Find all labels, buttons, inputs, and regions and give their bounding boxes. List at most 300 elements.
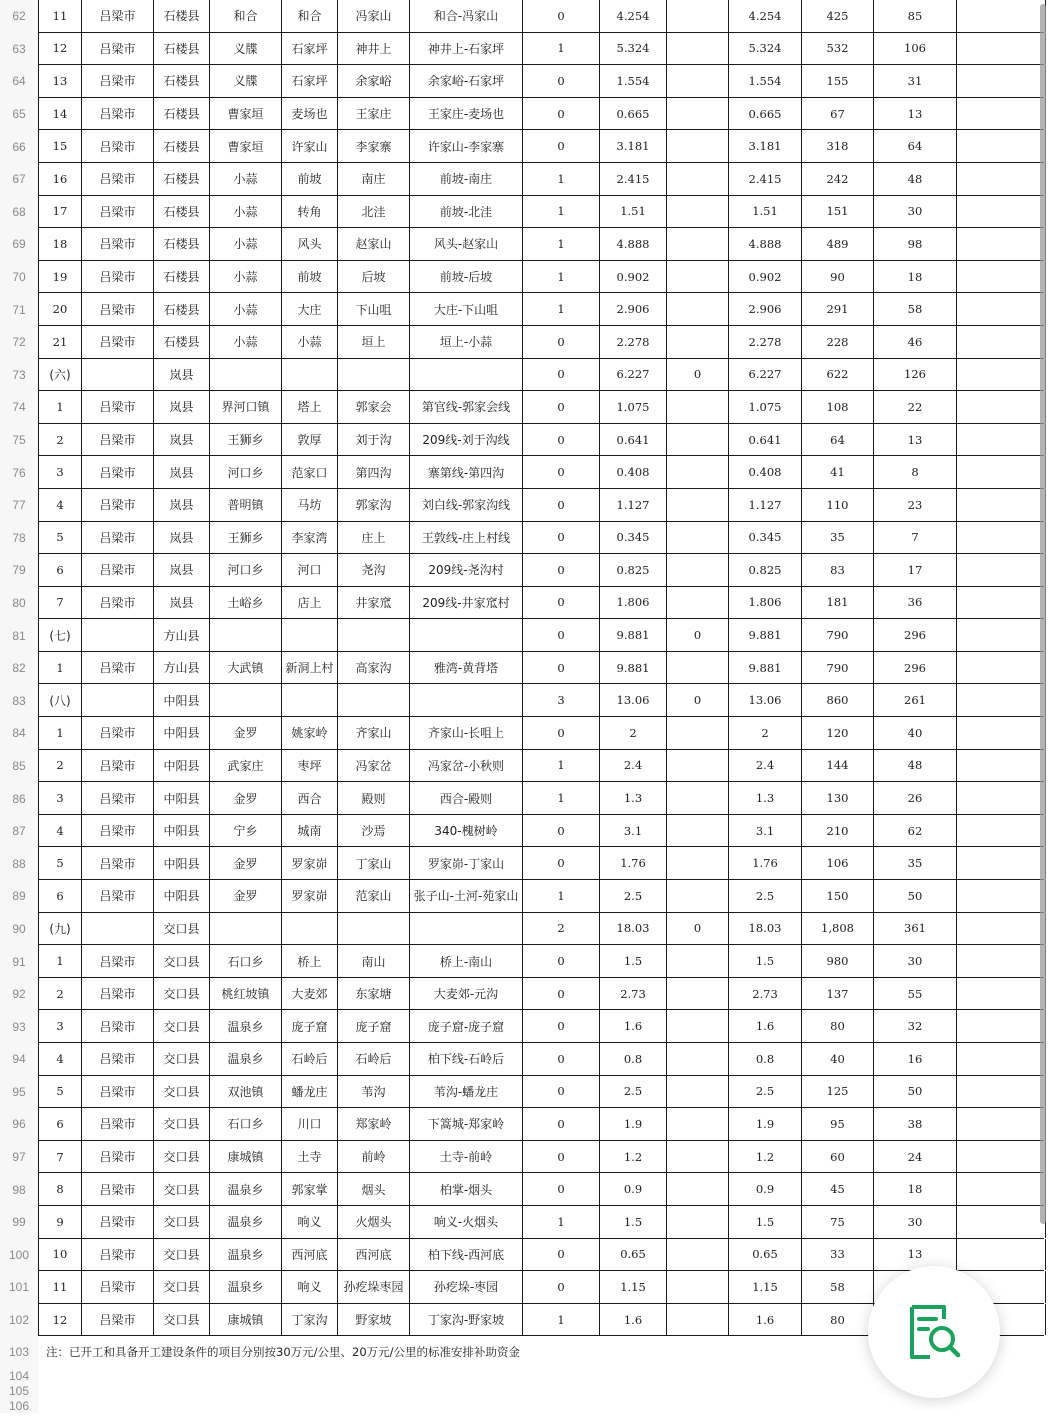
length-cell[interactable]: 0.902 (600, 261, 667, 293)
route-cell[interactable]: 寨第线-第四沟 (410, 456, 523, 488)
extra-cell[interactable] (957, 228, 1046, 260)
extra-cell[interactable] (957, 750, 1046, 782)
status-cell[interactable]: 1 (523, 33, 600, 65)
city-cell[interactable]: 吕梁市 (82, 1271, 154, 1303)
village-cell[interactable]: 马坊 (282, 489, 338, 521)
city-cell[interactable]: 吕梁市 (82, 489, 154, 521)
route-cell[interactable]: 神井上-石家坪 (410, 33, 523, 65)
length2-cell[interactable]: 0.641 (729, 424, 802, 456)
amount-cell[interactable]: 41 (802, 456, 874, 488)
extra-cell[interactable] (957, 359, 1046, 391)
subsidy-cell[interactable]: 13 (874, 98, 957, 130)
city-cell[interactable]: 吕梁市 (82, 293, 154, 325)
extra-cell[interactable] (957, 880, 1046, 912)
length-cell[interactable]: 5.324 (600, 33, 667, 65)
city-cell[interactable]: 吕梁市 (82, 0, 154, 32)
amount-cell[interactable]: 80 (802, 1304, 874, 1336)
route-cell[interactable]: 前坡-后坡 (410, 261, 523, 293)
table-row[interactable] (0, 163, 1056, 196)
county-cell[interactable]: 交口县 (154, 913, 210, 945)
subsidy-cell[interactable]: 16 (874, 1043, 957, 1075)
extra-cell[interactable] (957, 456, 1046, 488)
subsidy-cell[interactable]: 36 (874, 587, 957, 619)
village2-cell[interactable]: 西河底 (338, 1239, 410, 1271)
seq-cell[interactable]: 18 (38, 228, 82, 260)
amount-cell[interactable]: 58 (802, 1271, 874, 1303)
amount-cell[interactable]: 790 (802, 652, 874, 684)
village2-cell[interactable]: 石岭后 (338, 1043, 410, 1075)
seq-cell[interactable]: 4 (38, 1043, 82, 1075)
length-cell[interactable]: 0.641 (600, 424, 667, 456)
status-cell[interactable]: 1 (523, 750, 600, 782)
village2-cell[interactable]: 冯家岔 (338, 750, 410, 782)
village-cell[interactable]: 前坡 (282, 261, 338, 293)
subsidy-cell[interactable]: 26 (874, 782, 957, 814)
status-cell[interactable]: 0 (523, 847, 600, 879)
village-cell[interactable]: 许家山 (282, 130, 338, 162)
village2-cell[interactable]: 庞子窟 (338, 1010, 410, 1042)
route-cell[interactable]: 柏下线-石岭后 (410, 1043, 523, 1075)
extra-cell[interactable] (957, 978, 1046, 1010)
extra-cell[interactable] (957, 782, 1046, 814)
county-cell[interactable]: 方山县 (154, 652, 210, 684)
table-row[interactable] (0, 1206, 1056, 1239)
route-cell[interactable]: 余家峪-石家坪 (410, 65, 523, 97)
amount-cell[interactable]: 425 (802, 0, 874, 32)
county-cell[interactable]: 交口县 (154, 945, 210, 977)
status-cell[interactable]: 0 (523, 65, 600, 97)
blank-cell[interactable]: 0 (667, 619, 729, 651)
city-cell[interactable]: 吕梁市 (82, 652, 154, 684)
length-cell[interactable]: 1.15 (600, 1271, 667, 1303)
county-cell[interactable]: 石楼县 (154, 326, 210, 358)
amount-cell[interactable]: 125 (802, 1076, 874, 1108)
county-cell[interactable]: 石楼县 (154, 0, 210, 32)
route-cell[interactable] (410, 619, 523, 651)
village2-cell[interactable]: 郑家岭 (338, 1108, 410, 1140)
county-cell[interactable]: 交口县 (154, 1206, 210, 1238)
seq-cell[interactable]: 6 (38, 880, 82, 912)
length2-cell[interactable]: 0.902 (729, 261, 802, 293)
amount-cell[interactable]: 1,808 (802, 913, 874, 945)
village2-cell[interactable]: 范家山 (338, 880, 410, 912)
amount-cell[interactable]: 80 (802, 1010, 874, 1042)
route-cell[interactable]: 丁家沟-野家坡 (410, 1304, 523, 1336)
seq-cell[interactable]: 21 (38, 326, 82, 358)
city-cell[interactable]: 吕梁市 (82, 1173, 154, 1205)
amount-cell[interactable]: 242 (802, 163, 874, 195)
village2-cell[interactable]: 丁家山 (338, 847, 410, 879)
table-row[interactable] (0, 815, 1056, 848)
length2-cell[interactable]: 2.4 (729, 750, 802, 782)
subsidy-cell[interactable]: 48 (874, 750, 957, 782)
route-cell[interactable] (410, 913, 523, 945)
length-cell[interactable]: 0.408 (600, 456, 667, 488)
status-cell[interactable]: 0 (523, 1076, 600, 1108)
length-cell[interactable]: 3.181 (600, 130, 667, 162)
extra-cell[interactable] (957, 1043, 1046, 1075)
amount-cell[interactable]: 130 (802, 782, 874, 814)
town-cell[interactable]: 义牒 (210, 65, 282, 97)
village2-cell[interactable]: 齐家山 (338, 717, 410, 749)
route-cell[interactable]: 庞子窟-庞子窟 (410, 1010, 523, 1042)
table-row[interactable] (0, 196, 1056, 229)
amount-cell[interactable]: 144 (802, 750, 874, 782)
village2-cell[interactable]: 火烟头 (338, 1206, 410, 1238)
village-cell[interactable]: 城南 (282, 815, 338, 847)
town-cell[interactable]: 普明镇 (210, 489, 282, 521)
length-cell[interactable]: 1.5 (600, 1206, 667, 1238)
blank-cell[interactable] (667, 326, 729, 358)
city-cell[interactable] (82, 684, 154, 716)
village-cell[interactable]: 敦厚 (282, 424, 338, 456)
length-cell[interactable]: 1.127 (600, 489, 667, 521)
status-cell[interactable]: 0 (523, 554, 600, 586)
table-row[interactable] (0, 98, 1056, 131)
table-row[interactable] (0, 391, 1056, 424)
length-cell[interactable]: 2 (600, 717, 667, 749)
extra-cell[interactable] (957, 717, 1046, 749)
amount-cell[interactable]: 64 (802, 424, 874, 456)
blank-cell[interactable] (667, 1173, 729, 1205)
village2-cell[interactable] (338, 619, 410, 651)
amount-cell[interactable]: 155 (802, 65, 874, 97)
town-cell[interactable]: 曹家垣 (210, 130, 282, 162)
length2-cell[interactable]: 5.324 (729, 33, 802, 65)
town-cell[interactable] (210, 619, 282, 651)
table-row[interactable] (0, 489, 1056, 522)
town-cell[interactable]: 小蒜 (210, 293, 282, 325)
amount-cell[interactable]: 35 (802, 522, 874, 554)
subsidy-cell[interactable]: 46 (874, 326, 957, 358)
status-cell[interactable]: 2 (523, 913, 600, 945)
length2-cell[interactable]: 2.415 (729, 163, 802, 195)
length-cell[interactable]: 1.6 (600, 1010, 667, 1042)
length2-cell[interactable]: 2 (729, 717, 802, 749)
town-cell[interactable]: 土峪乡 (210, 587, 282, 619)
extra-cell[interactable] (957, 0, 1046, 32)
county-cell[interactable]: 岚县 (154, 359, 210, 391)
town-cell[interactable]: 金罗 (210, 847, 282, 879)
vertical-scrollbar[interactable] (1040, 4, 1046, 1224)
status-cell[interactable]: 0 (523, 326, 600, 358)
extra-cell[interactable] (957, 1141, 1046, 1173)
blank-cell[interactable] (667, 391, 729, 423)
blank-cell[interactable] (667, 717, 729, 749)
length2-cell[interactable]: 0.408 (729, 456, 802, 488)
blank-cell[interactable] (667, 1271, 729, 1303)
amount-cell[interactable]: 489 (802, 228, 874, 260)
subsidy-cell[interactable]: 13 (874, 424, 957, 456)
city-cell[interactable]: 吕梁市 (82, 782, 154, 814)
route-cell[interactable]: 柏下线-西河底 (410, 1239, 523, 1271)
route-cell[interactable] (410, 684, 523, 716)
length-cell[interactable]: 6.227 (600, 359, 667, 391)
city-cell[interactable]: 吕梁市 (82, 391, 154, 423)
village-cell[interactable] (282, 359, 338, 391)
length2-cell[interactable]: 4.254 (729, 0, 802, 32)
town-cell[interactable]: 温泉乡 (210, 1206, 282, 1238)
amount-cell[interactable]: 75 (802, 1206, 874, 1238)
village2-cell[interactable]: 井家窊 (338, 587, 410, 619)
blank-cell[interactable] (667, 0, 729, 32)
village2-cell[interactable]: 烟头 (338, 1173, 410, 1205)
extra-cell[interactable] (957, 130, 1046, 162)
route-cell[interactable]: 苇沟-蟠龙庄 (410, 1076, 523, 1108)
blank-cell[interactable] (667, 196, 729, 228)
blank-cell[interactable] (667, 750, 729, 782)
village-cell[interactable]: 河口 (282, 554, 338, 586)
route-cell[interactable]: 大庄-下山咀 (410, 293, 523, 325)
village-cell[interactable]: 姚家岭 (282, 717, 338, 749)
village2-cell[interactable]: 后坡 (338, 261, 410, 293)
county-cell[interactable]: 石楼县 (154, 130, 210, 162)
seq-cell[interactable]: 6 (38, 554, 82, 586)
length-cell[interactable]: 18.03 (600, 913, 667, 945)
city-cell[interactable]: 吕梁市 (82, 978, 154, 1010)
length2-cell[interactable]: 2.73 (729, 978, 802, 1010)
county-cell[interactable]: 岚县 (154, 489, 210, 521)
length-cell[interactable]: 0.345 (600, 522, 667, 554)
town-cell[interactable]: 温泉乡 (210, 1271, 282, 1303)
village2-cell[interactable]: 第四沟 (338, 456, 410, 488)
length-cell[interactable]: 2.73 (600, 978, 667, 1010)
city-cell[interactable]: 吕梁市 (82, 1239, 154, 1271)
subsidy-cell[interactable]: 62 (874, 815, 957, 847)
subsidy-cell[interactable]: 18 (874, 261, 957, 293)
village-cell[interactable]: 石岭后 (282, 1043, 338, 1075)
table-row[interactable] (0, 750, 1056, 783)
length-cell[interactable]: 2.4 (600, 750, 667, 782)
county-cell[interactable]: 中阳县 (154, 847, 210, 879)
length2-cell[interactable]: 1.3 (729, 782, 802, 814)
town-cell[interactable] (210, 359, 282, 391)
table-row[interactable] (0, 1076, 1056, 1109)
status-cell[interactable]: 0 (523, 945, 600, 977)
village-cell[interactable]: 麦场也 (282, 98, 338, 130)
status-cell[interactable]: 0 (523, 1271, 600, 1303)
amount-cell[interactable]: 291 (802, 293, 874, 325)
town-cell[interactable]: 金罗 (210, 717, 282, 749)
town-cell[interactable]: 界河口镇 (210, 391, 282, 423)
village-cell[interactable]: 李家湾 (282, 522, 338, 554)
town-cell[interactable]: 王狮乡 (210, 424, 282, 456)
table-row[interactable] (0, 293, 1056, 326)
subsidy-cell[interactable]: 64 (874, 130, 957, 162)
village2-cell[interactable]: 赵家山 (338, 228, 410, 260)
seq-cell[interactable]: 9 (38, 1206, 82, 1238)
table-row[interactable] (0, 652, 1056, 685)
city-cell[interactable]: 吕梁市 (82, 1141, 154, 1173)
document-search-button[interactable] (868, 1266, 1000, 1398)
route-cell[interactable]: 和合-冯家山 (410, 0, 523, 32)
status-cell[interactable]: 1 (523, 880, 600, 912)
blank-cell[interactable] (667, 587, 729, 619)
subsidy-cell[interactable]: 40 (874, 717, 957, 749)
route-cell[interactable]: 大麦郊-元沟 (410, 978, 523, 1010)
status-cell[interactable]: 0 (523, 815, 600, 847)
county-cell[interactable]: 石楼县 (154, 196, 210, 228)
subsidy-cell[interactable]: 85 (874, 0, 957, 32)
table-row[interactable] (0, 945, 1056, 978)
county-cell[interactable]: 石楼县 (154, 33, 210, 65)
county-cell[interactable]: 交口县 (154, 1141, 210, 1173)
table-row[interactable] (0, 717, 1056, 750)
length-cell[interactable]: 0.825 (600, 554, 667, 586)
status-cell[interactable]: 0 (523, 1239, 600, 1271)
length2-cell[interactable]: 1.127 (729, 489, 802, 521)
seq-cell[interactable]: (八) (38, 684, 82, 716)
village2-cell[interactable]: 王家庄 (338, 98, 410, 130)
county-cell[interactable]: 中阳县 (154, 750, 210, 782)
village-cell[interactable]: 罗家峁 (282, 847, 338, 879)
route-cell[interactable]: 西合-殿则 (410, 782, 523, 814)
village2-cell[interactable]: 沙焉 (338, 815, 410, 847)
subsidy-cell[interactable]: 126 (874, 359, 957, 391)
county-cell[interactable]: 岚县 (154, 587, 210, 619)
village-cell[interactable]: 郭家掌 (282, 1173, 338, 1205)
city-cell[interactable]: 吕梁市 (82, 326, 154, 358)
table-row[interactable] (0, 456, 1056, 489)
subsidy-cell[interactable]: 30 (874, 1206, 957, 1238)
blank-cell[interactable]: 0 (667, 359, 729, 391)
amount-cell[interactable]: 137 (802, 978, 874, 1010)
extra-cell[interactable] (957, 1010, 1046, 1042)
status-cell[interactable]: 1 (523, 196, 600, 228)
table-row[interactable] (0, 554, 1056, 587)
length2-cell[interactable]: 1.075 (729, 391, 802, 423)
county-cell[interactable]: 石楼县 (154, 228, 210, 260)
route-cell[interactable]: 下篙城-郑家岭 (410, 1108, 523, 1140)
village2-cell[interactable]: 北洼 (338, 196, 410, 228)
blank-cell[interactable] (667, 1141, 729, 1173)
county-cell[interactable]: 岚县 (154, 456, 210, 488)
table-row[interactable] (0, 1010, 1056, 1043)
length2-cell[interactable]: 1.5 (729, 945, 802, 977)
village2-cell[interactable]: 刘于沟 (338, 424, 410, 456)
blank-cell[interactable] (667, 98, 729, 130)
town-cell[interactable]: 温泉乡 (210, 1239, 282, 1271)
town-cell[interactable]: 小蒜 (210, 261, 282, 293)
extra-cell[interactable] (957, 489, 1046, 521)
table-row[interactable] (0, 130, 1056, 163)
town-cell[interactable]: 石口乡 (210, 945, 282, 977)
city-cell[interactable]: 吕梁市 (82, 424, 154, 456)
amount-cell[interactable]: 790 (802, 619, 874, 651)
table-row[interactable] (0, 587, 1056, 620)
length2-cell[interactable]: 2.278 (729, 326, 802, 358)
village2-cell[interactable]: 孙疙垛枣园 (338, 1271, 410, 1303)
amount-cell[interactable]: 83 (802, 554, 874, 586)
length-cell[interactable]: 3.1 (600, 815, 667, 847)
village2-cell[interactable]: 余家峪 (338, 65, 410, 97)
amount-cell[interactable]: 210 (802, 815, 874, 847)
length2-cell[interactable]: 2.5 (729, 880, 802, 912)
town-cell[interactable]: 武家庄 (210, 750, 282, 782)
town-cell[interactable]: 义牒 (210, 33, 282, 65)
subsidy-cell[interactable]: 22 (874, 391, 957, 423)
route-cell[interactable]: 柏掌-烟头 (410, 1173, 523, 1205)
route-cell[interactable]: 桥上-南山 (410, 945, 523, 977)
extra-cell[interactable] (957, 1076, 1046, 1108)
extra-cell[interactable] (957, 163, 1046, 195)
county-cell[interactable]: 交口县 (154, 1173, 210, 1205)
subsidy-cell[interactable]: 361 (874, 913, 957, 945)
city-cell[interactable]: 吕梁市 (82, 587, 154, 619)
seq-cell[interactable]: 3 (38, 1010, 82, 1042)
status-cell[interactable]: 3 (523, 684, 600, 716)
extra-cell[interactable] (957, 1206, 1046, 1238)
subsidy-cell[interactable]: 106 (874, 33, 957, 65)
table-row[interactable] (0, 619, 1056, 652)
status-cell[interactable]: 0 (523, 652, 600, 684)
seq-cell[interactable]: 7 (38, 587, 82, 619)
subsidy-cell[interactable]: 31 (874, 65, 957, 97)
table-row[interactable] (0, 33, 1056, 66)
blank-cell[interactable] (667, 978, 729, 1010)
status-cell[interactable]: 0 (523, 456, 600, 488)
amount-cell[interactable]: 60 (802, 1141, 874, 1173)
length-cell[interactable]: 0.65 (600, 1239, 667, 1271)
subsidy-cell[interactable]: 30 (874, 196, 957, 228)
blank-cell[interactable] (667, 261, 729, 293)
status-cell[interactable]: 0 (523, 1043, 600, 1075)
table-row[interactable] (0, 522, 1056, 555)
length-cell[interactable]: 1.554 (600, 65, 667, 97)
seq-cell[interactable]: 17 (38, 196, 82, 228)
blank-cell[interactable] (667, 424, 729, 456)
status-cell[interactable]: 0 (523, 1108, 600, 1140)
village-cell[interactable] (282, 684, 338, 716)
seq-cell[interactable]: 1 (38, 652, 82, 684)
subsidy-cell[interactable]: 17 (874, 554, 957, 586)
city-cell[interactable]: 吕梁市 (82, 196, 154, 228)
table-row[interactable] (0, 359, 1056, 392)
extra-cell[interactable] (957, 1108, 1046, 1140)
county-cell[interactable]: 交口县 (154, 1043, 210, 1075)
route-cell[interactable]: 第官线-郭家会线 (410, 391, 523, 423)
village2-cell[interactable]: 南庄 (338, 163, 410, 195)
blank-cell[interactable] (667, 293, 729, 325)
table-row[interactable] (0, 684, 1056, 717)
amount-cell[interactable]: 33 (802, 1239, 874, 1271)
table-row[interactable] (0, 782, 1056, 815)
seq-cell[interactable]: 5 (38, 522, 82, 554)
route-cell[interactable]: 张子山-土河-苑家山 (410, 880, 523, 912)
extra-cell[interactable] (957, 98, 1046, 130)
city-cell[interactable]: 吕梁市 (82, 554, 154, 586)
village-cell[interactable]: 转角 (282, 196, 338, 228)
blank-cell[interactable] (667, 130, 729, 162)
amount-cell[interactable]: 860 (802, 684, 874, 716)
extra-cell[interactable] (957, 587, 1046, 619)
village2-cell[interactable]: 前岭 (338, 1141, 410, 1173)
city-cell[interactable]: 吕梁市 (82, 261, 154, 293)
county-cell[interactable]: 石楼县 (154, 261, 210, 293)
county-cell[interactable]: 交口县 (154, 1010, 210, 1042)
subsidy-cell[interactable]: 8 (874, 456, 957, 488)
length-cell[interactable]: 13.06 (600, 684, 667, 716)
subsidy-cell[interactable]: 58 (874, 293, 957, 325)
length2-cell[interactable]: 1.806 (729, 587, 802, 619)
county-cell[interactable]: 中阳县 (154, 717, 210, 749)
seq-cell[interactable]: 3 (38, 456, 82, 488)
village-cell[interactable]: 蟠龙庄 (282, 1076, 338, 1108)
county-cell[interactable]: 石楼县 (154, 65, 210, 97)
village-cell[interactable]: 庞子窟 (282, 1010, 338, 1042)
subsidy-cell[interactable]: 296 (874, 652, 957, 684)
table-row[interactable] (0, 1141, 1056, 1174)
